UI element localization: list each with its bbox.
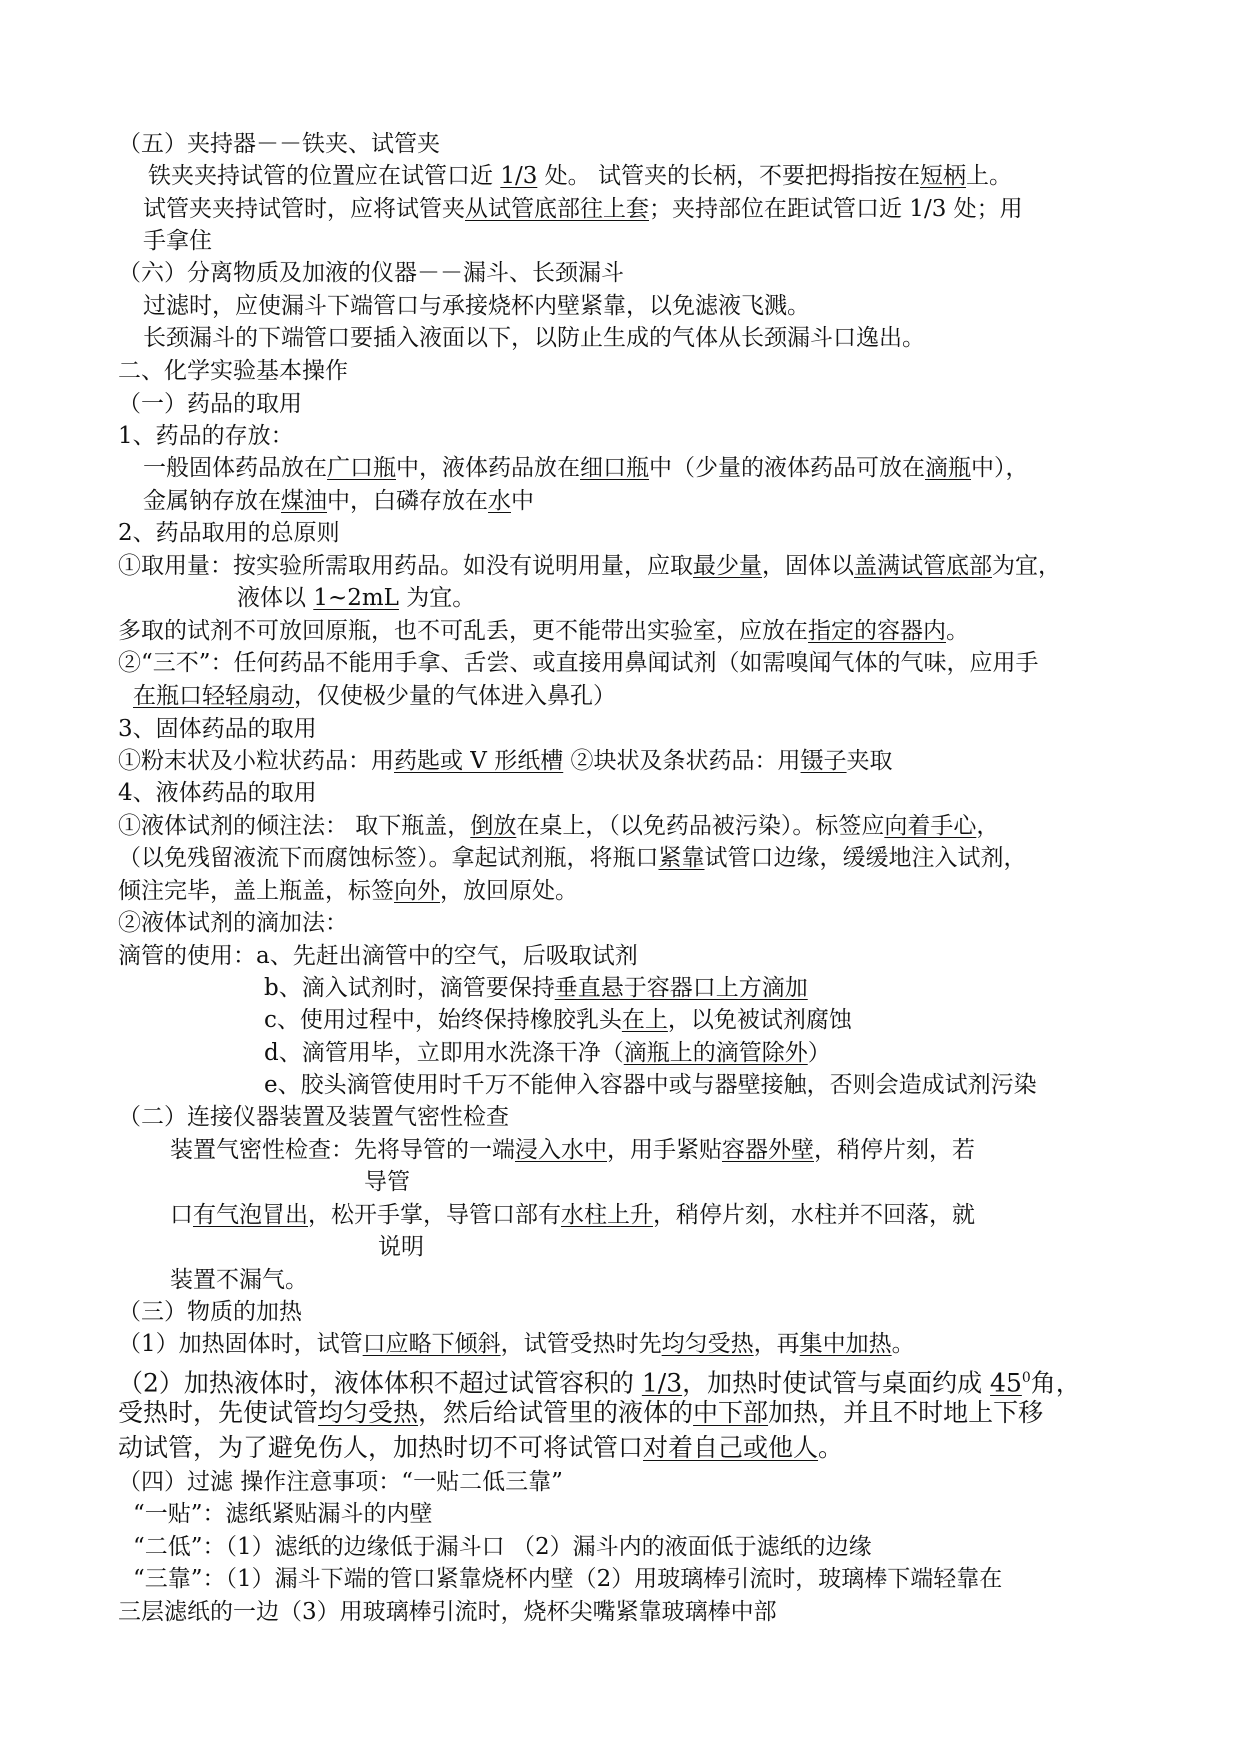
text-segment: 中 xyxy=(511,488,534,514)
text-segment: （2）加热液体时，液体体积不超过试管容积的 xyxy=(118,1368,642,1398)
text-segment: 说明 xyxy=(378,1234,424,1260)
underlined-text: 1~2mL xyxy=(313,585,399,611)
text-segment: 2、药品取用的总原则 xyxy=(118,520,340,546)
underlined-text: 均匀受热 xyxy=(661,1331,754,1357)
text-segment: 装置气密性检查：先将导管的一端 xyxy=(170,1137,515,1163)
underlined-text: 垂直悬于容器口上方滴加 xyxy=(554,975,808,1001)
text-line xyxy=(118,1296,302,1328)
text-segment: （以免残留液流下而腐蚀标签）。拿起试剂瓶，将瓶口 xyxy=(118,845,659,871)
text-segment: ，稍停片刻，水柱并不回落，就 xyxy=(653,1202,975,1228)
underlined-text: 煤油 xyxy=(281,488,327,514)
underlined-text: 对着自己或他人 xyxy=(643,1433,819,1462)
text-line xyxy=(118,907,348,939)
text-segment: 导管 xyxy=(364,1169,410,1195)
text-line xyxy=(143,225,212,257)
text-line xyxy=(118,550,1061,582)
text-segment: 处。 试管夹的长柄，不要把拇指按在 xyxy=(537,163,920,189)
text-segment: “一贴”：滤纸紧贴漏斗的内壁 xyxy=(133,1501,433,1527)
underlined-text: 在瓶口轻轻扇动 xyxy=(133,683,294,709)
text-segment: （三）物质的加热 xyxy=(118,1299,302,1325)
text-line xyxy=(118,615,969,647)
underlined-text: 向着手心 xyxy=(884,813,977,839)
text-segment: 二、化学实验基本操作 xyxy=(118,358,348,384)
text-segment: 角， xyxy=(1030,1368,1081,1398)
text-segment: 滴管的使用：a、先赶出滴管中的空气，后吸取试剂 xyxy=(118,943,638,969)
underlined-text: 1/3 xyxy=(500,163,538,189)
text-line xyxy=(118,355,348,387)
text-segment: ，再 xyxy=(753,1331,800,1357)
text-line xyxy=(118,1432,843,1464)
text-segment: 中）， xyxy=(971,455,1029,481)
text-line xyxy=(143,322,925,354)
text-segment: 受热时，先使试管 xyxy=(118,1398,319,1427)
text-segment: “三靠”：（1）漏斗下端的管口紧靠烧杯内壁（2）用玻璃棒引流时，玻璃棒下端轻靠在 xyxy=(133,1566,1003,1592)
text-line xyxy=(118,745,893,777)
underlined-text: 水 xyxy=(488,488,511,514)
text-line xyxy=(118,713,317,745)
underlined-text: 45 xyxy=(990,1368,1022,1398)
underlined-text: 细口瓶 xyxy=(580,455,649,481)
text-line xyxy=(264,1069,1037,1101)
text-line xyxy=(118,1397,1043,1429)
text-segment: 试管口边缘，缓缓地注入试剂， xyxy=(704,845,1027,871)
text-segment: 夹取 xyxy=(846,748,893,774)
underlined-text: 镊子 xyxy=(800,748,847,774)
text-line xyxy=(118,1466,563,1498)
text-segment: 。 xyxy=(946,618,969,644)
text-line xyxy=(170,1199,975,1231)
text-line xyxy=(118,420,294,452)
underlined-text: 口应略下倾斜 xyxy=(362,1331,501,1357)
text-segment: ，然后给试管里的液体的 xyxy=(418,1398,694,1427)
text-segment: 手拿住 xyxy=(143,228,212,254)
text-segment: ；夹持部位在距试管口近 1/3 处；用 xyxy=(649,196,1023,222)
text-segment: 三层滤纸的一边（3）用玻璃棒引流时，烧杯尖嘴紧靠玻璃棒中部 xyxy=(118,1599,777,1625)
text-segment: 上。 xyxy=(965,163,1012,189)
text-line xyxy=(118,875,578,907)
text-line xyxy=(118,128,440,160)
text-segment: 加热，并且不时地上下移 xyxy=(768,1398,1044,1427)
text-line xyxy=(237,582,475,614)
text-segment: ，以免被试剂腐蚀 xyxy=(667,1007,852,1033)
text-line xyxy=(133,1563,1002,1595)
text-segment: ） xyxy=(807,1040,831,1066)
text-segment: b、滴入试剂时，滴管要保持 xyxy=(264,975,555,1001)
text-line xyxy=(143,452,1029,484)
underlined-text: 最少量 xyxy=(693,553,762,579)
underlined-text: 紧靠 xyxy=(658,845,705,871)
text-line xyxy=(118,842,1027,874)
text-segment: 铁夹夹持试管的位置应在试管口近 xyxy=(148,163,501,189)
text-segment: 1、药品的存放： xyxy=(118,423,294,449)
underlined-text: 短柄 xyxy=(919,163,966,189)
text-line xyxy=(133,1498,433,1530)
underlined-text: 倒放 xyxy=(470,813,517,839)
underlined-text: 水柱上升 xyxy=(561,1202,653,1228)
underlined-text: 均匀受热 xyxy=(318,1398,419,1427)
text-segment: “二低”：（1）滤纸的边缘低于漏斗口 （2）漏斗内的液面低于滤纸的边缘 xyxy=(133,1534,872,1560)
text-segment: 0 xyxy=(1021,1370,1031,1386)
text-line xyxy=(118,388,302,420)
text-segment: 中（少量的液体药品可放在 xyxy=(649,455,925,481)
text-line xyxy=(148,160,1012,192)
underlined-text: 滴瓶上的滴管除外 xyxy=(623,1040,808,1066)
text-segment: 倾注完毕，盖上瓶盖，标签 xyxy=(118,878,394,904)
text-segment: 在桌上，（以免药品被污染）。标签应 xyxy=(516,813,885,839)
underlined-text: 指定的容器内 xyxy=(808,618,946,644)
text-segment: e、胶头滴管使用时千万不能伸入容器中或与器壁接触，否则会造成试剂污染 xyxy=(264,1072,1037,1098)
text-line xyxy=(133,680,616,712)
text-line xyxy=(133,1531,872,1563)
underlined-text: 广口瓶 xyxy=(327,455,396,481)
text-segment: ，放回原处。 xyxy=(440,878,578,904)
text-segment: （四）过滤 操作注意事项：“一贴二低三靠” xyxy=(118,1469,563,1495)
text-segment: （六）分离物质及加液的仪器－－漏斗、长颈漏斗 xyxy=(118,260,624,286)
underlined-text: 向外 xyxy=(394,878,440,904)
text-segment: ②块状及条状药品：用 xyxy=(563,748,801,774)
text-segment: 。 xyxy=(818,1433,844,1462)
text-segment: ， xyxy=(976,813,1000,839)
text-line xyxy=(118,777,317,809)
text-segment: 长颈漏斗的下端管口要插入液面以下，以防止生成的气体从长颈漏斗口逸出。 xyxy=(143,325,925,351)
text-line xyxy=(118,647,1039,679)
text-segment: ，加热时使试管与桌面约成 xyxy=(682,1368,991,1398)
text-segment: 液体以 xyxy=(237,585,314,611)
text-segment: （二）连接仪器装置及装置气密性检查 xyxy=(118,1104,509,1130)
text-segment: ，用手紧贴 xyxy=(607,1137,722,1163)
text-line xyxy=(264,1037,831,1069)
text-segment: （一）药品的取用 xyxy=(118,391,302,417)
text-line xyxy=(170,1134,975,1166)
text-segment: 为宜， xyxy=(992,553,1061,579)
text-segment: ，固体以 xyxy=(762,553,854,579)
text-segment: ①粉末状及小粒状药品：用 xyxy=(118,748,394,774)
text-segment: ②“三不”：任何药品不能用手拿、舌尝、或直接用鼻闻试剂（如需嗅闻气体的气味，应用手 xyxy=(118,650,1039,676)
text-segment: （五）夹持器－－铁夹、试管夹 xyxy=(118,131,440,157)
text-line xyxy=(143,193,1023,225)
underlined-text: 1/3 xyxy=(641,1368,683,1398)
text-segment: ②液体试剂的滴加法： xyxy=(118,910,348,936)
text-segment: ，仅使极少量的气体进入鼻孔） xyxy=(294,683,616,709)
text-line xyxy=(364,1166,410,1198)
text-segment: ，稍停片刻，若 xyxy=(814,1137,975,1163)
text-segment: 金属钠存放在 xyxy=(143,488,281,514)
underlined-text: 在上 xyxy=(621,1007,668,1033)
text-line xyxy=(118,810,999,842)
underlined-text: 滴瓶 xyxy=(925,455,971,481)
text-segment: （1）加热固体时，试管 xyxy=(118,1331,363,1357)
text-segment: 动试管，为了避免伤人，加热时切不可将试管口 xyxy=(118,1433,644,1462)
text-segment: ①液体试剂的倾注法： 取下瓶盖， xyxy=(118,813,471,839)
text-segment: 口 xyxy=(170,1202,193,1228)
text-segment: 一般固体药品放在 xyxy=(143,455,327,481)
text-line xyxy=(143,485,534,517)
text-segment: 。 xyxy=(891,1331,915,1357)
underlined-text: 集中加热 xyxy=(799,1331,892,1357)
text-segment: 为宜。 xyxy=(398,585,476,611)
text-segment: 中，白磷存放在 xyxy=(327,488,488,514)
text-segment: ，松开手掌，导管口部有 xyxy=(308,1202,561,1228)
underlined-text: 有气泡冒出 xyxy=(193,1202,308,1228)
text-segment: 4、液体药品的取用 xyxy=(118,780,317,806)
text-segment: 试管夹夹持试管时，应将试管夹 xyxy=(143,196,465,222)
text-line xyxy=(378,1231,424,1263)
text-line xyxy=(118,1362,1081,1399)
text-segment: 3、固体药品的取用 xyxy=(118,716,317,742)
text-line xyxy=(118,1101,509,1133)
text-segment: 过滤时，应使漏斗下端管口与承接烧杯内壁紧靠，以免滤液飞溅。 xyxy=(143,293,810,319)
underlined-text: 容器外壁 xyxy=(722,1137,814,1163)
underlined-text: 盖满试管底部 xyxy=(854,553,992,579)
text-segment: ①取用量：按实验所需取用药品。如没有说明用量，应取 xyxy=(118,553,693,579)
text-line xyxy=(118,517,340,549)
underlined-text: 从试管底部往上套 xyxy=(465,196,649,222)
text-line xyxy=(264,1004,852,1036)
underlined-text: 中下部 xyxy=(693,1398,769,1427)
text-line xyxy=(118,1596,777,1628)
text-segment: 多取的试剂不可放回原瓶，也不可乱丢，更不能带出实验室，应放在 xyxy=(118,618,808,644)
text-line xyxy=(118,257,624,289)
text-line xyxy=(118,940,638,972)
text-segment: c、使用过程中，始终保持橡胶乳头 xyxy=(264,1007,622,1033)
text-line xyxy=(264,972,808,1004)
text-line xyxy=(143,290,810,322)
text-segment: d、滴管用毕，立即用水洗涤干净（ xyxy=(264,1040,624,1066)
text-line xyxy=(170,1264,308,1296)
underlined-text: 浸入水中 xyxy=(515,1137,607,1163)
text-segment: 装置不漏气。 xyxy=(170,1267,308,1293)
underlined-text: 药匙或 V 形纸槽 xyxy=(394,748,564,774)
text-segment: 中，液体药品放在 xyxy=(396,455,580,481)
text-line xyxy=(118,1328,915,1360)
text-segment: ，试管受热时先 xyxy=(500,1331,662,1357)
